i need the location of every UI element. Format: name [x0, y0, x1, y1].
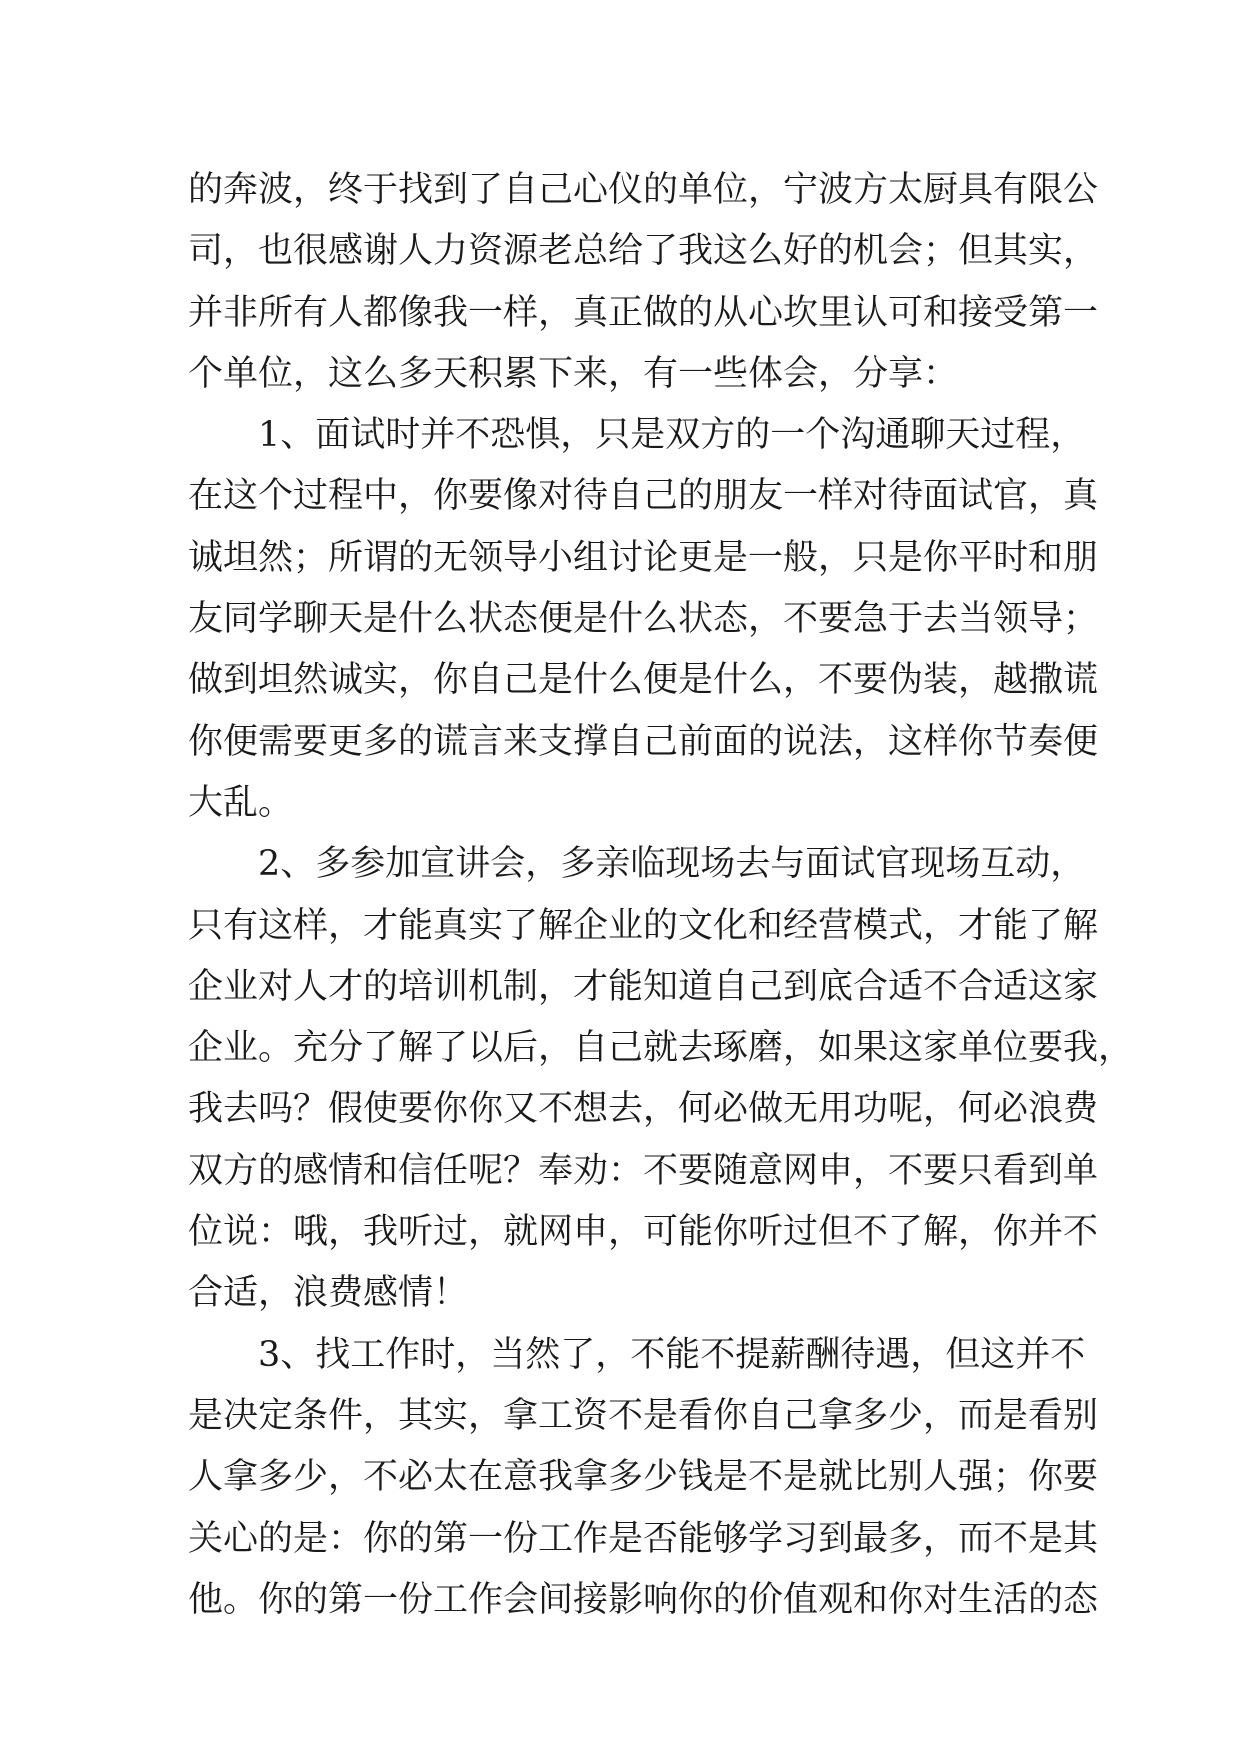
text-line: 是决定条件，其实，拿工资不是看你自己拿多少，而是看别 [188, 1395, 1099, 1436]
text-line: 企业对人才的培训机制，才能知道自己到底合适不合适这家 [188, 966, 1099, 1007]
paragraph-3-start: 3、找工作时，当然了，不能不提薪酬待遇，但这并不 [258, 1334, 1086, 1375]
text-line: 位说：哦，我听过，就网申，可能你听过但不了解，你并不 [188, 1212, 1099, 1253]
text-line: 的奔波，终于找到了自己心仪的单位，宁波方太厨具有限公 [188, 170, 1099, 210]
body-text [188, 160, 1134, 1631]
text-line: 合适，浪费感情！ [188, 1273, 469, 1314]
text-line: 大乱。 [188, 782, 294, 823]
text-line: 人拿多少，不必太在意我拿多少钱是不是就比别人强；你要 [188, 1457, 1099, 1498]
text-line: 个单位，这么多天积累下来，有一些体会，分享： [188, 353, 959, 394]
text-line: 做到坦然诚实，你自己是什么便是什么，不要伪装，越撒谎 [188, 660, 1099, 701]
text-line: 诚坦然；所谓的无领导小组讨论更是一般，只是你平时和朋 [188, 537, 1099, 578]
text-line: 司，也很感谢人力资源老总给了我这么好的机会；但其实， [188, 231, 1099, 272]
text-line: 我去吗？假使要你你又不想去，何必做无用功呢，何必浪费 [188, 1089, 1099, 1130]
text-line: 只有这样，才能真实了解企业的文化和经营模式，才能了解 [188, 905, 1099, 946]
text-line: 友同学聊天是什么状态便是什么状态，不要急于去当领导； [188, 599, 1099, 640]
text-line: 在这个过程中，你要像对待自己的朋友一样对待面试官，真 [188, 476, 1099, 517]
text-line: 并非所有人都像我一样，真正做的从心坎里认可和接受第一 [188, 292, 1099, 333]
paragraph-1-start: 1、面试时并不恐惧，只是双方的一个沟通聊天过程， [258, 415, 1086, 456]
text-line: 双方的感情和信任呢？奉劝：不要随意网申，不要只看到单 [188, 1150, 1099, 1191]
text-line: 你便需要更多的谎言来支撑自己前面的说法，这样你节奏便 [188, 721, 1099, 762]
text-line: 企业。充分了解了以后，自己就去琢磨，如果这家单位要我， [188, 1028, 1134, 1069]
text-line: 他。你的第一份工作会间接影响你的价值观和你对生活的态 [188, 1579, 1099, 1620]
paragraph-2-start: 2、多参加宣讲会，多亲临现场去与面试官现场互动， [258, 844, 1086, 885]
text-line: 关心的是：你的第一份工作是否能够学习到最多，而不是其 [188, 1518, 1099, 1559]
